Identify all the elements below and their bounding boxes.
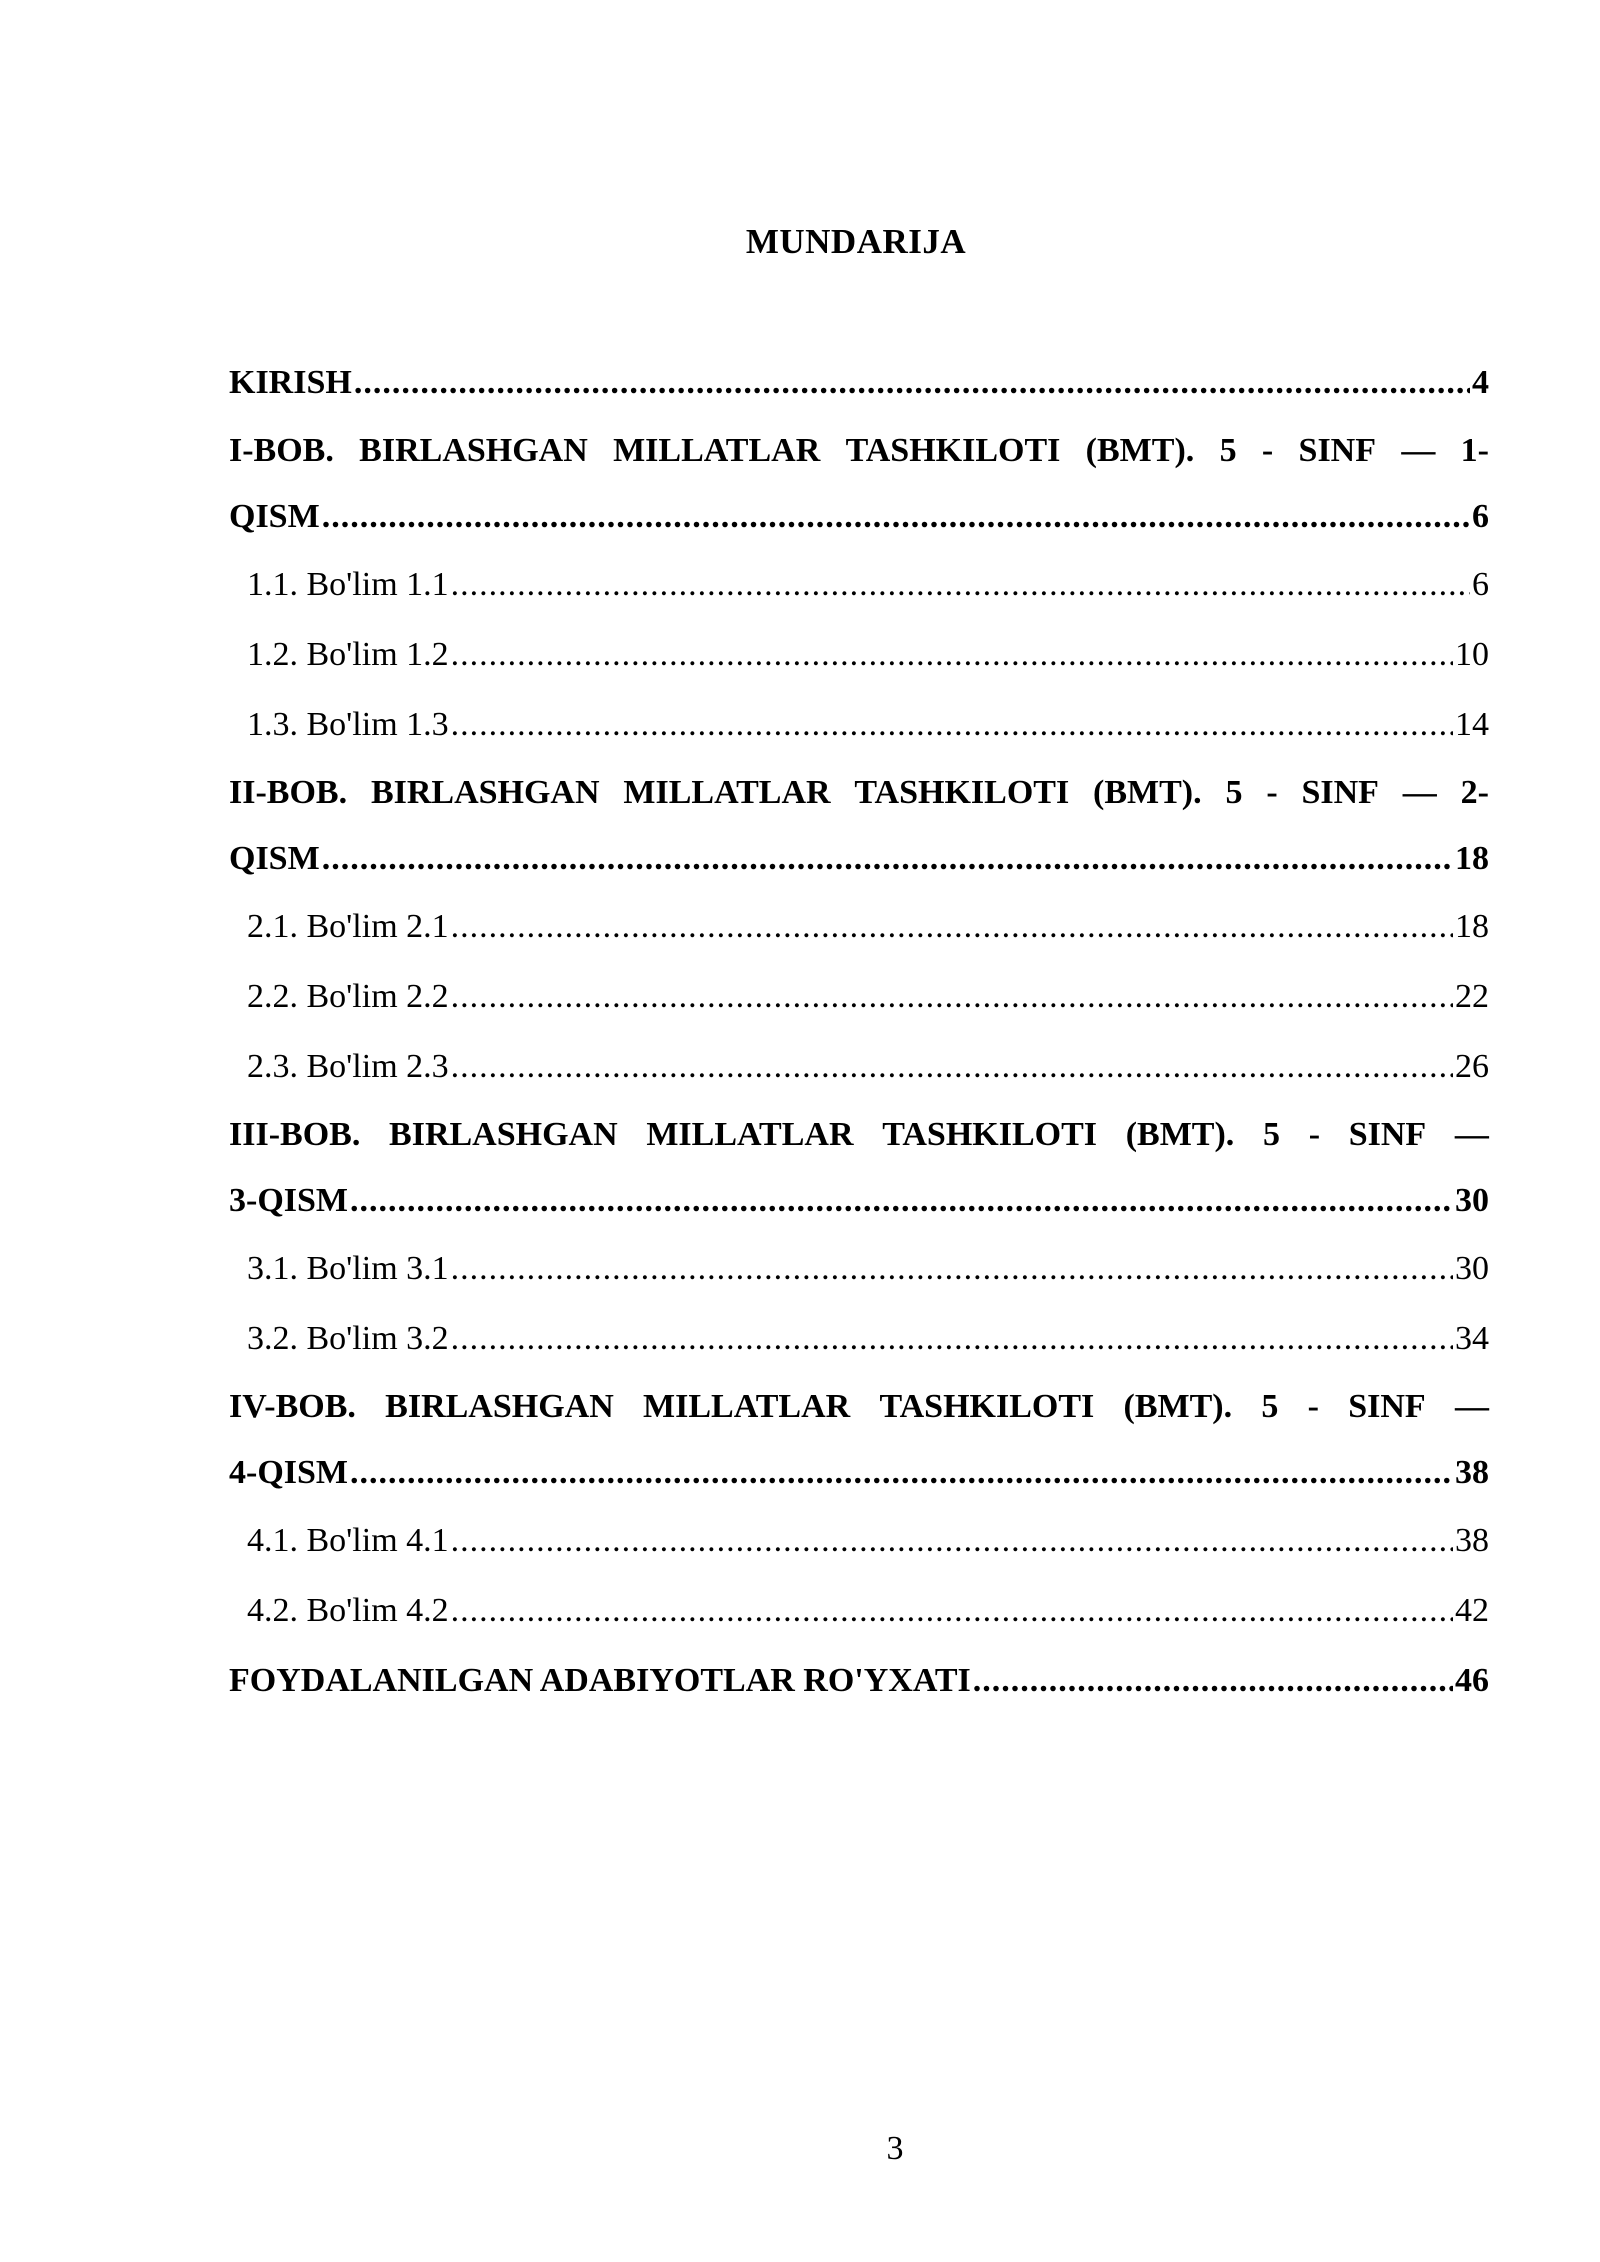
heading-word: II-BOB.: [229, 774, 348, 811]
toc-entry-section-1-2[interactable]: [229, 620, 1489, 690]
heading-word: -: [1307, 1388, 1319, 1425]
dot-leader: [451, 1250, 1453, 1288]
heading-word: I-BOB.: [229, 432, 334, 469]
toc-entry-label: 3-QISM: [229, 1182, 348, 1219]
toc-entry-label: 2.2. Bo'lim 2.2: [247, 978, 449, 1015]
heading-word: (BMT).: [1123, 1388, 1233, 1425]
toc-entry-label: 1.3. Bo'lim 1.3: [247, 706, 449, 743]
heading-word: SINF: [1348, 1116, 1427, 1153]
toc-entry-page: 10: [1455, 636, 1489, 673]
dot-leader: [451, 908, 1453, 946]
toc-entry-page: 42: [1455, 1592, 1489, 1629]
page-number: 3: [886, 2130, 904, 2167]
toc-chapter-heading-line: [229, 760, 1489, 826]
toc-entry-section-2-1[interactable]: [229, 892, 1489, 962]
dot-leader: [322, 840, 1453, 878]
toc-entry-section-2-3[interactable]: [229, 1032, 1489, 1102]
heading-word: —: [1402, 774, 1437, 811]
heading-word: SINF: [1298, 432, 1376, 469]
toc-entry-label: FOYDALANILGAN ADABIYOTLAR RO'YXATI: [229, 1662, 971, 1699]
toc-entry-page: 6: [1472, 498, 1489, 535]
heading-word: 1-: [1460, 432, 1489, 469]
toc-entry-label: 4.1. Bo'lim 4.1: [247, 1522, 449, 1559]
dot-leader: [451, 706, 1453, 744]
toc-entry-page: 22: [1455, 978, 1489, 1015]
heading-word: —: [1454, 1116, 1489, 1153]
toc-entry-section-3-1[interactable]: [229, 1234, 1489, 1304]
heading-word: 5: [1225, 774, 1243, 811]
heading-word: (BMT).: [1125, 1116, 1235, 1153]
heading-word: MILLATLAR: [646, 1116, 854, 1153]
toc-entry-section-3-2[interactable]: [229, 1304, 1489, 1374]
heading-word: -: [1266, 774, 1278, 811]
heading-word: (BMT).: [1093, 774, 1202, 811]
heading-word: BIRLASHGAN: [370, 774, 600, 811]
toc-entry-chapter-4[interactable]: [229, 1374, 1489, 1506]
toc-entry-label: 2.1. Bo'lim 2.1: [247, 908, 449, 945]
heading-word: —: [1401, 432, 1436, 469]
heading-word: 2-: [1460, 774, 1489, 811]
toc-entry-page: 38: [1455, 1454, 1489, 1491]
toc-entry-chapter-2[interactable]: [229, 760, 1489, 892]
heading-word: SINF: [1348, 1388, 1426, 1425]
toc-entry-section-2-2[interactable]: [229, 962, 1489, 1032]
heading-word: -: [1261, 432, 1274, 469]
toc-entry-page: 26: [1455, 1048, 1489, 1085]
dot-leader: [451, 1048, 1453, 1086]
toc-entry-label: 1.1. Bo'lim 1.1: [247, 566, 449, 603]
heading-word: MILLATLAR: [623, 774, 831, 811]
heading-word: MILLATLAR: [613, 432, 821, 469]
heading-word: 5: [1219, 432, 1237, 469]
toc-entry-page: 30: [1455, 1182, 1489, 1219]
dot-leader: [451, 566, 1470, 604]
toc-entry-section-4-1[interactable]: [229, 1506, 1489, 1576]
toc-chapter-heading-line: [229, 1374, 1489, 1440]
toc-entry-section-1-1[interactable]: [229, 550, 1489, 620]
toc-entry-references[interactable]: [229, 1646, 1489, 1716]
toc-entry-page: 30: [1455, 1250, 1489, 1287]
toc-entry-kirish[interactable]: [229, 348, 1489, 418]
dot-leader: [451, 1592, 1453, 1630]
toc-entry-page: 18: [1455, 908, 1489, 945]
toc-entry-section-1-3[interactable]: [229, 690, 1489, 760]
heading-word: TASHKILOTI: [854, 774, 1070, 811]
heading-word: MILLATLAR: [643, 1388, 851, 1425]
heading-word: BIRLASHGAN: [385, 1388, 614, 1425]
toc-entry-page: 4: [1472, 364, 1489, 401]
heading-word: (BMT).: [1085, 432, 1195, 469]
heading-word: IV-BOB.: [229, 1388, 356, 1425]
dot-leader: [973, 1662, 1453, 1700]
toc-entry-label: 2.3. Bo'lim 2.3: [247, 1048, 449, 1085]
table-of-contents: [229, 348, 1489, 1716]
toc-entry-label: QISM: [229, 840, 320, 877]
toc-entry-label: 3.2. Bo'lim 3.2: [247, 1320, 449, 1357]
toc-chapter-heading-line: [229, 418, 1489, 484]
toc-entry-page: 46: [1455, 1662, 1489, 1699]
toc-entry-page: 34: [1455, 1320, 1489, 1357]
toc-entry-label: 4.2. Bo'lim 4.2: [247, 1592, 449, 1629]
heading-word: 5: [1263, 1116, 1280, 1153]
page-title: MUNDARIJA: [745, 222, 967, 261]
dot-leader: [322, 498, 1470, 536]
heading-word: SINF: [1301, 774, 1379, 811]
heading-word: -: [1308, 1116, 1321, 1153]
heading-word: III-BOB.: [229, 1116, 361, 1153]
toc-entry-page: 18: [1455, 840, 1489, 877]
dot-leader: [354, 364, 1470, 402]
toc-entry-label: 1.2. Bo'lim 1.2: [247, 636, 449, 673]
heading-word: BIRLASHGAN: [359, 432, 588, 469]
toc-chapter-heading-line: [229, 1102, 1489, 1168]
toc-entry-page: 6: [1472, 566, 1489, 603]
heading-word: BIRLASHGAN: [389, 1116, 618, 1153]
toc-entry-chapter-1[interactable]: [229, 418, 1489, 550]
heading-word: 5: [1261, 1388, 1279, 1425]
heading-word: TASHKILOTI: [882, 1116, 1097, 1153]
toc-entry-label: KIRISH: [229, 364, 352, 401]
toc-entry-page: 14: [1455, 706, 1489, 743]
dot-leader: [451, 978, 1453, 1016]
toc-entry-label: QISM: [229, 498, 320, 535]
heading-word: —: [1454, 1388, 1489, 1425]
toc-entry-label: 4-QISM: [229, 1454, 348, 1491]
dot-leader: [451, 636, 1453, 674]
dot-leader: [350, 1454, 1453, 1492]
dot-leader: [451, 1522, 1453, 1560]
heading-word: TASHKILOTI: [845, 432, 1061, 469]
dot-leader: [350, 1182, 1453, 1220]
dot-leader: [451, 1320, 1453, 1358]
toc-entry-section-4-2[interactable]: [229, 1576, 1489, 1646]
toc-entry-chapter-3[interactable]: [229, 1102, 1489, 1234]
toc-entry-label: 3.1. Bo'lim 3.1: [247, 1250, 449, 1287]
heading-word: TASHKILOTI: [879, 1388, 1095, 1425]
toc-entry-page: 38: [1455, 1522, 1489, 1559]
